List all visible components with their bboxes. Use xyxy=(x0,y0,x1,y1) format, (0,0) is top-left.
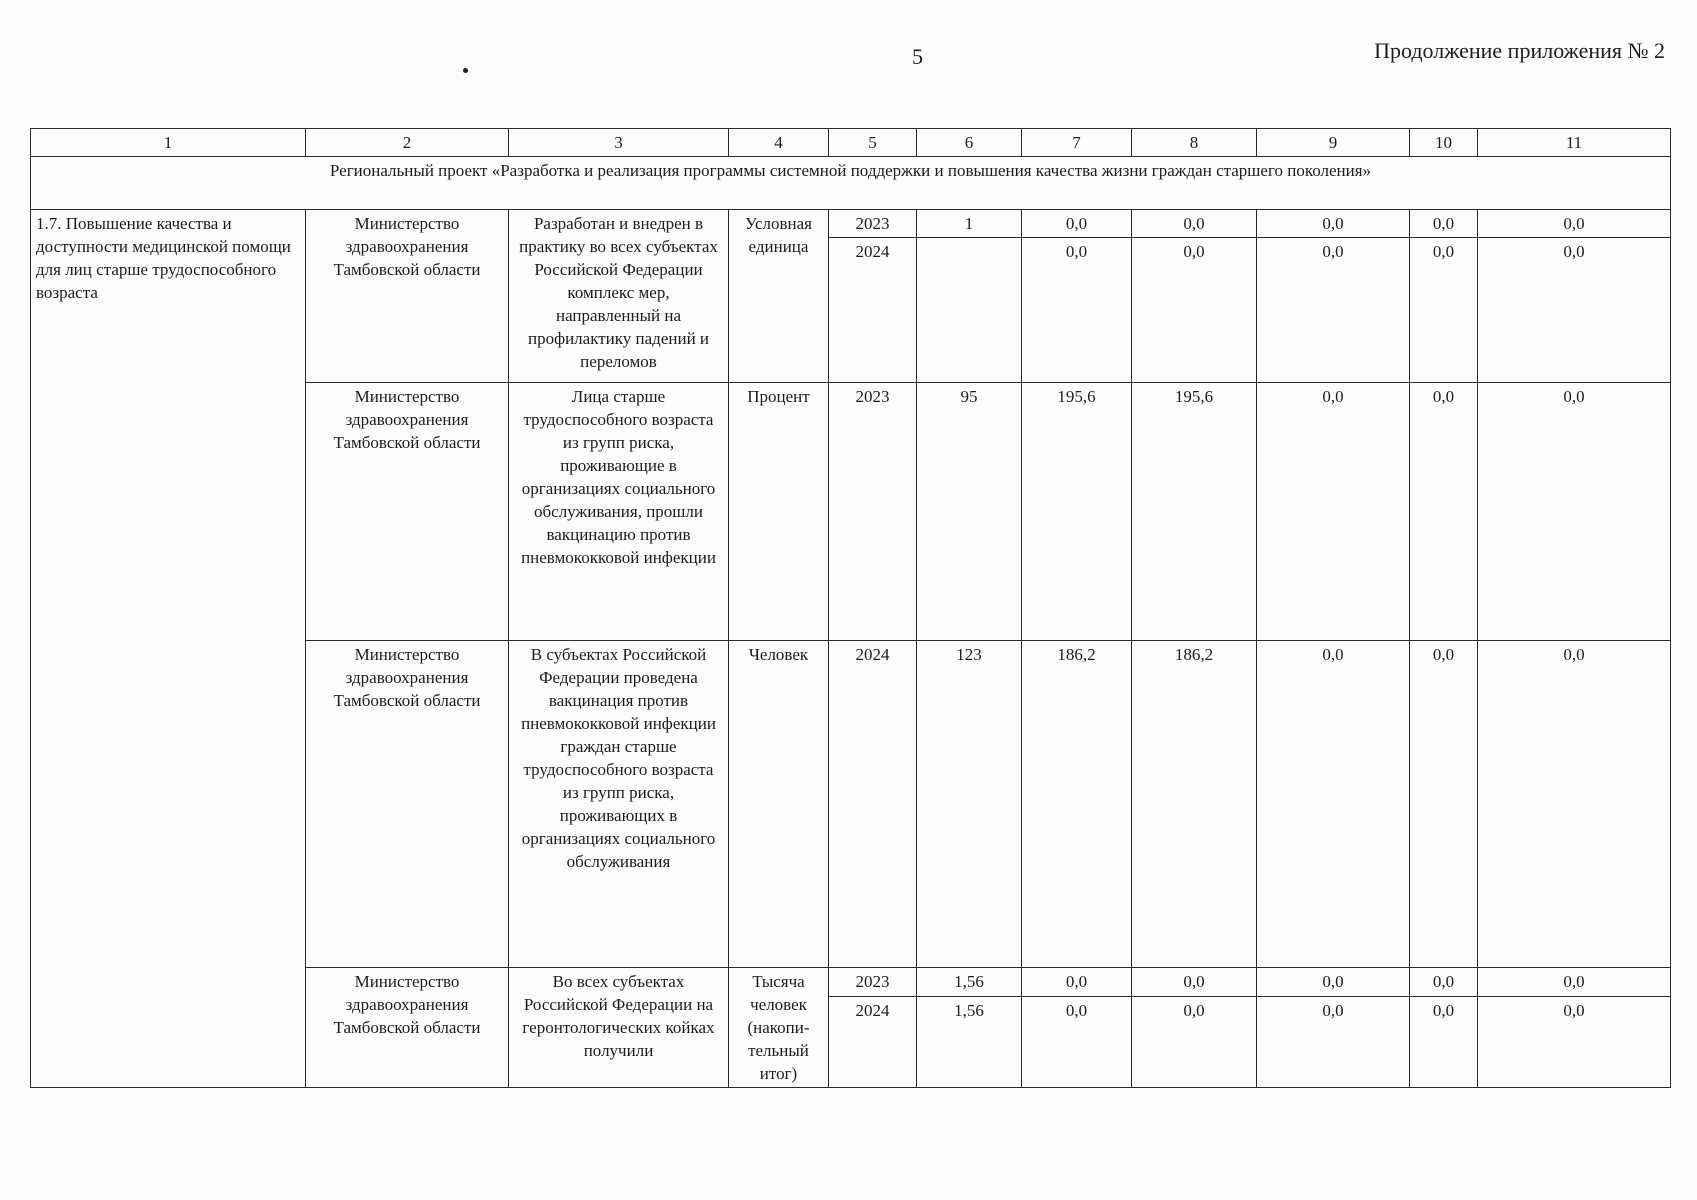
column-number: 4 xyxy=(729,129,829,157)
value-cell: 0,0 xyxy=(1257,997,1410,1088)
value-cell: 0,0 xyxy=(1022,968,1132,997)
ministry-cell: Министерство здравоохранения Тамбовской области xyxy=(306,383,509,641)
value-cell: 0,0 xyxy=(1132,968,1257,997)
value-cell: 0,0 xyxy=(1410,210,1478,238)
column-number: 6 xyxy=(917,129,1022,157)
unit-cell: Условная единица xyxy=(729,210,829,383)
value-cell: 0,0 xyxy=(1478,238,1671,383)
value-cell: 0,0 xyxy=(1478,997,1671,1088)
column-number: 10 xyxy=(1410,129,1478,157)
year-cell: 2024 xyxy=(829,641,917,968)
value-cell: 0,0 xyxy=(1132,997,1257,1088)
value-cell: 0,0 xyxy=(1410,968,1478,997)
value-cell: 0,0 xyxy=(1257,968,1410,997)
value-cell: 0,0 xyxy=(1410,641,1478,968)
goal-cell: 1.7. Повышение качества и доступности медицинской помощи для лиц старше трудоспособного возраста xyxy=(31,210,306,1088)
table-row xyxy=(31,210,1671,238)
value-cell: 0,0 xyxy=(1022,238,1132,383)
value-cell: 1,56 xyxy=(917,968,1022,997)
unit-cell: Тысяча человек (накопи-тельный итог) xyxy=(729,968,829,1088)
value-cell: 186,2 xyxy=(1132,641,1257,968)
column-number: 1 xyxy=(31,129,306,157)
indicator-cell: В субъектах Российской Федерации проведена вакцинация против пневмококковой инфекции граждан старше трудоспособного возраста из групп риска, проживающих в организациях социального обслуживания xyxy=(509,641,729,968)
indicator-cell: Во всех субъектах Российской Федерации на геронтологических койках получили xyxy=(509,968,729,1088)
stray-dot xyxy=(463,68,468,73)
column-number: 11 xyxy=(1478,129,1671,157)
value-cell: 1 xyxy=(917,210,1022,238)
indicator-cell: Разработан и внедрен в практику во всех субъектах Российской Федерации комплекс мер, направленный на профилактику падений и переломов xyxy=(509,210,729,383)
appendix-label: Продолжение приложения № 2 xyxy=(1374,38,1665,63)
value-cell xyxy=(917,238,1022,383)
indicators-table xyxy=(30,128,1671,1088)
value-cell: 0,0 xyxy=(1257,641,1410,968)
value-cell: 0,0 xyxy=(1478,210,1671,238)
value-cell: 1,56 xyxy=(917,997,1022,1088)
value-cell: 0,0 xyxy=(1478,968,1671,997)
column-number: 8 xyxy=(1132,129,1257,157)
value-cell: 0,0 xyxy=(1478,383,1671,641)
year-cell: 2024 xyxy=(829,238,917,383)
value-cell: 0,0 xyxy=(1410,997,1478,1088)
year-cell: 2024 xyxy=(829,997,917,1088)
indicator-cell: Лица старше трудоспособного возраста из групп риска, проживающие в организациях социального обслуживания, прошли вакцинацию против пневмококковой инфекции xyxy=(509,383,729,641)
column-number: 5 xyxy=(829,129,917,157)
ministry-cell: Министерство здравоохранения Тамбовской области xyxy=(306,641,509,968)
value-cell: 0,0 xyxy=(1478,641,1671,968)
column-number: 9 xyxy=(1257,129,1410,157)
value-cell: 123 xyxy=(917,641,1022,968)
unit-cell: Процент xyxy=(729,383,829,641)
ministry-cell: Министерство здравоохранения Тамбовской области xyxy=(306,968,509,1088)
ministry-cell: Министерство здравоохранения Тамбовской области xyxy=(306,210,509,383)
page-number: 5 xyxy=(912,44,923,69)
column-number: 3 xyxy=(509,129,729,157)
column-number: 2 xyxy=(306,129,509,157)
value-cell: 0,0 xyxy=(1022,210,1132,238)
value-cell: 0,0 xyxy=(1132,238,1257,383)
unit-cell: Человек xyxy=(729,641,829,968)
value-cell: 195,6 xyxy=(1022,383,1132,641)
year-cell: 2023 xyxy=(829,210,917,238)
value-cell: 0,0 xyxy=(1410,383,1478,641)
column-number: 7 xyxy=(1022,129,1132,157)
value-cell: 0,0 xyxy=(1022,997,1132,1088)
project-title: Региональный проект «Разработка и реализация программы системной поддержки и повышения качества жизни граждан старшего поколения» xyxy=(31,157,1671,210)
project-title-row xyxy=(31,157,1671,210)
value-cell: 0,0 xyxy=(1257,383,1410,641)
year-cell: 2023 xyxy=(829,968,917,997)
value-cell: 0,0 xyxy=(1257,238,1410,383)
year-cell: 2023 xyxy=(829,383,917,641)
value-cell: 0,0 xyxy=(1132,210,1257,238)
value-cell: 0,0 xyxy=(1410,238,1478,383)
value-cell: 195,6 xyxy=(1132,383,1257,641)
value-cell: 95 xyxy=(917,383,1022,641)
value-cell: 186,2 xyxy=(1022,641,1132,968)
column-numbers-row xyxy=(31,129,1671,157)
value-cell: 0,0 xyxy=(1257,210,1410,238)
